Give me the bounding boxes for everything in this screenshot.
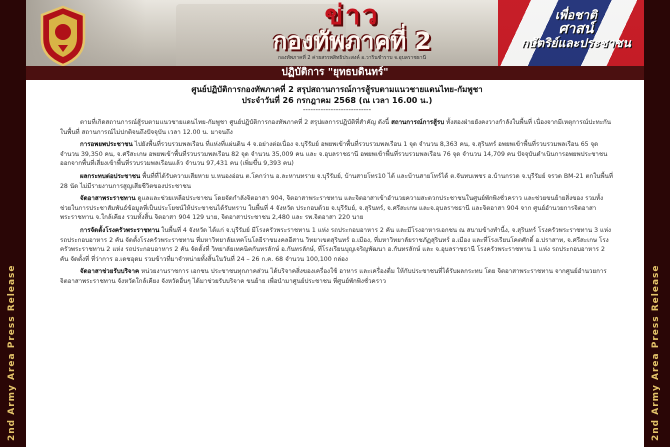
- operation-name-bar: ปฏิบัติการ "ยุทธบดินทร์": [26, 66, 644, 80]
- section-evacuation-label: การอพยพประชาชน: [80, 141, 133, 149]
- banner-motto: [516, 8, 636, 50]
- section-volunteers-text: ดูแลและช่วยเหลือประชาชน โดยจัดกำลังจิตอาสา 904, จิตอาสาพระราชทาน และจิตอาสาเข้าอำนวยความสะดวกประชาชนในศูนย์พักพิงชั่วคราว และช่วยขนย้ายสิ่งของ รวมทั้งช่วยในการประชาสัมพันธ์ข้อมูลที่เป็นประโยชน์ให้ประชาชนได้รับทราบ ในพื้นที่ 4 จังหวัด ประกอบด้วย จ.บุรีรัมย์, จ.สุรินทร์, จ.ศรีสะเกษ และจ.อุบลราชธานี และจิตอาสา 904 จาก ศูนย์อำนวยการจิตอาสาพระราชทาน จ.ใกล้เคียง รวมทั้งสิ้น จิตอาสา 904 129 นาย, จิตอาสาประชาชน 2,480 และ รพ.จิตอาสา 220 นาย: [60, 195, 604, 222]
- section-combat-text: ทั้งสองฝ่ายยังคงวางกำลังในพื้นที่ เนื่องจากมีเหตุการณ์ปะทะกันในพื้นที่ สถานการณ์ไม่ปกติจนถึงปัจจุบัน เวลา 12.00 น. มาจนถึง: [60, 119, 612, 136]
- banner-title: ข่าว: [324, 0, 380, 31]
- section-donations: [60, 267, 614, 286]
- intro-paragraph: [60, 118, 614, 137]
- heading-divider: ---------------------------: [302, 106, 372, 114]
- motto-line-1: เพื่อชาติ: [555, 8, 597, 22]
- section-volunteers-label: จัดอาสาพระราชทาน: [80, 195, 136, 203]
- section-donations-label: จัดอาสาช่วยรับบริจาค: [80, 268, 140, 276]
- intro-text: ตามที่เกิดสถานการณ์สู้รบตามแนวชายแดนไทย-กัมพูชา ศูนย์ปฏิบัติการกองทัพภาคที่ 2 สรุปผลการปฏิบัติที่สำคัญ ดังนี้: [80, 119, 390, 126]
- section-kitchens-label: การจัดตั้งโรงครัวพระราชทาน: [80, 226, 160, 234]
- army-crest-icon: [38, 5, 88, 67]
- document-body: [60, 84, 614, 290]
- motto-line-2: ศาสน์: [558, 21, 594, 37]
- section-kitchens-text: ในพื้นที่ 4 จังหวัด ได้แก่ จ.บุรีรัมย์ มีโรงครัวพระราชทาน 1 แห่ง รถประกอบอาหาร 2 คัน และมีโรงอาหารเอกชน ณ สนามข้างทำนี้ง, จ.สุรินทร์ โรงครัวพระราชทาน 3 แห่ง รถประกอบอาหาร 2 คัน จัดตั้งโรงครัวพระราชทาน ที่มหาวิทยาลัยเทคโนโลยีราชมงคลอีสาน วิทยาเขตสุรินทร์ อ.เมือง, ที่มหาวิทยาลัยราชภัฏสุรินทร์ อ.เมือง และที่โรงเรียนโคตศักดิ์ อ.ปราสาท, จ.ศรีสะเกษ โรงครัวพระราชทาน 2 แห่ง รถประกอบอาหาร 2 คัน จัดตั้งที่ วิทยาลัยเทคนิคกันทรลักษ์ อ.กันทรลักษ์, ที่โรงเรียนบุญเจริญพัฒนา อ.กันทรลักษ์ และ จ.อุบลราชธานี โรงครัวพระราชทาน 1 แห่ง รถประกอบอาหาร 2 คัน จัดตั้งที่ ที่ว่าการ อ.เดชอุดม รวมข้าวที่มาจำหน่ายทั้งสิ้นในวันที่ 24 – 26 ก.ค. 68 จำนวน 100,100 กล่อง: [60, 226, 612, 263]
- section-impact-text: พื้นที่ที่ได้รับความเสียหาย บ.หนองอ่อน ต.โคกว่าน อ.ละหานทราย จ.บุรีรัมย์, บ้านสายโทร10 ได้ และบ้านสายโทร์ได้ ต.จันทบเพชร อ.บ้านกรวด จ.บุรีรัมย์ จรวด BM-21 ตกในพื้นที่ 28 นัด ไม่มีรายงานการสูญเสียชีวิตของประชาชน: [60, 172, 613, 190]
- press-release-document: [26, 0, 644, 447]
- section-kitchens: [60, 226, 614, 264]
- banner-subtitle: กองทัพภาคที่ 2: [272, 27, 432, 55]
- right-side-band: [644, 0, 670, 447]
- section-volunteers: [60, 194, 614, 223]
- document-heading-2: ประจำวันที่ 26 กรกฎาคม 2568 (ณ เวลา 16.00 น.): [241, 96, 433, 105]
- section-donations-text: หน่วยงานราชการ เอกชน ประชาชนทุกภาคส่วน ได้บริจาคสิ่งของเครื่องใช้ อาหาร และเครื่องดื่ม ให้กับประชาชนที่ได้รับผลกระทบ โดย จิตอาสาพระราชทาน จากศูนย์อำนวยการจิตอาสาพระราชทาน จังหวัดใกล้เคียง จังหวัดอื่นๆ ได้มาช่วยรับบริจาค ขนย้าย เพื่อนำมาศูนย์ประชาชน ที่ศูนย์พักพิงชั่วคราว: [60, 268, 607, 285]
- section-combat-label: สถานการณ์การสู้รบ: [391, 119, 445, 126]
- motto-line-3: กษัตริย์และประชาชน: [521, 36, 631, 50]
- left-side-band: [0, 0, 26, 447]
- section-impact: [60, 172, 614, 191]
- side-press-text-left: 2nd Army Area Press Release: [7, 264, 17, 441]
- section-evacuation-text: ไปยังพื้นที่รวบรวมพลเรือน ที่แห่งที่แผ่นดิน 4 จ.อย่างต่อเนื่อง จ.บุรีรัมย์ อพยพเข้าพื้นที่รวบรวมพลเรือน 1 จุด จำนวน 8,363 คน, จ.สุรินทร์ อพยพเข้าพื้นที่รวบรวมพลเรือน 65 จุด จำนวน 39,350 คน, จ.ศรีสะเกษ อพยพเข้าพื้นที่รวบรวมพลเรือน 82 จุด จำนวน 35,009 คน และ จ.อุบลราชธานี อพยพเข้าพื้นที่รวบรวมพลเรือน 76 จุด จำนวน 14,709 คน ปัจจุบันดำเนินการอพยพประชาชนออกจากพื้นที่เสี่ยงเข้าพื้นที่รวบรวมพลเรือนแล้ว จำนวน 97,431 คน (เพิ่มขึ้น 9,393 คน): [60, 141, 608, 168]
- banner-title-block: [222, 2, 482, 62]
- section-impact-label: ผลกระทบต่อประชาชน: [80, 172, 141, 180]
- header-banner: [26, 0, 644, 80]
- document-heading-1: ศูนย์ปฏิบัติการกองทัพภาคที่ 2 สรุปสถานการณ์การสู้รบตามแนวชายแดนไทย-กัมพูชา: [191, 85, 483, 94]
- banner-note: กองทัพภาคที่ 2 ค่ายสรรพสิทธิประสงค์ อ.วารินชำราบ จ.อุบลราชธานี: [277, 55, 427, 61]
- section-evacuation: [60, 140, 614, 169]
- side-press-text-right: 2nd Army Area Press Release: [651, 264, 661, 441]
